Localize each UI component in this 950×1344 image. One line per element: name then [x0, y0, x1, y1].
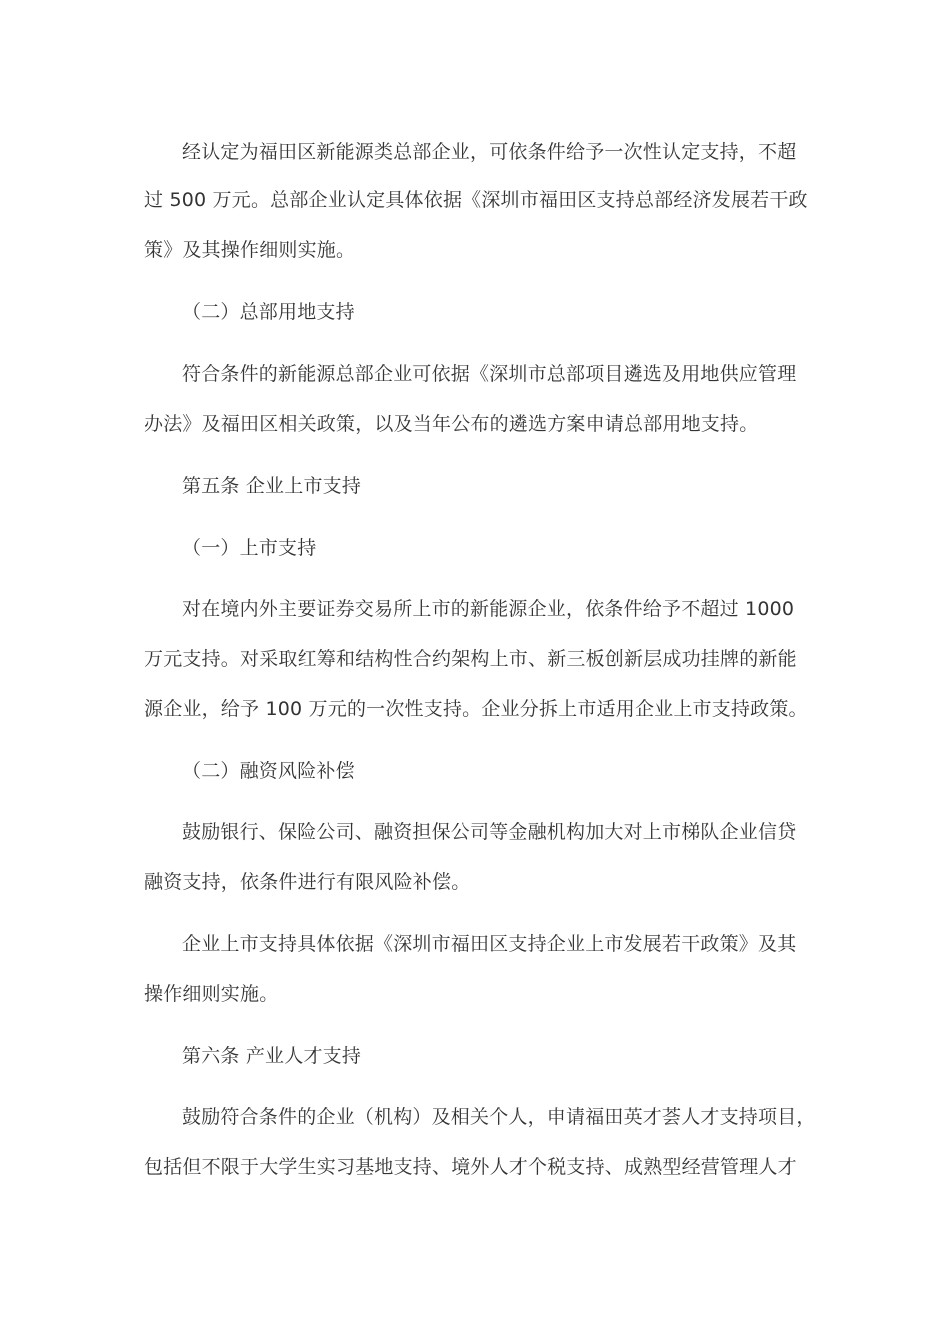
paragraph-line: 策》及其操作细则实施。: [144, 239, 356, 261]
paragraph-line: 符合条件的新能源总部企业可依据《深圳市总部项目遴选及用地供应管理: [182, 363, 797, 385]
paragraph-line: 对在境内外主要证券交易所上市的新能源企业，依条件给予不超过 1000: [182, 598, 795, 620]
paragraph-line: 办法》及福田区相关政策，以及当年公布的遴选方案申请总部用地支持。: [144, 413, 759, 435]
section-heading: （二）融资风险补偿: [182, 760, 355, 782]
paragraph-line: 包括但不限于大学生实习基地支持、境外人才个税支持、成熟型经营管理人才: [144, 1156, 797, 1178]
paragraph-line: 企业上市支持具体依据《深圳市福田区支持企业上市发展若干政策》及其: [182, 933, 797, 955]
paragraph-line: 鼓励银行、保险公司、融资担保公司等金融机构加大对上市梯队企业信贷: [182, 821, 797, 843]
section-heading: （一）上市支持: [182, 537, 317, 559]
paragraph-line: 万元支持。对采取红筹和结构性合约架构上市、新三板创新层成功挂牌的新能: [144, 648, 797, 670]
paragraph-line: 鼓励符合条件的企业（机构）及相关个人，申请福田英才荟人才支持项目，: [182, 1106, 816, 1128]
paragraph-line: 融资支持，依条件进行有限风险补偿。: [144, 871, 471, 893]
paragraph-line: 过 500 万元。总部企业认定具体依据《深圳市福田区支持总部经济发展若干政: [144, 189, 808, 211]
paragraph-line: 经认定为福田区新能源类总部企业，可依条件给予一次性认定支持，不超: [182, 141, 797, 163]
section-heading: （二）总部用地支持: [182, 301, 355, 323]
article-heading: 第五条 企业上市支持: [182, 475, 362, 497]
paragraph-line: 操作细则实施。: [144, 983, 279, 1005]
article-heading: 第六条 产业人才支持: [182, 1045, 362, 1067]
paragraph-line: 源企业，给予 100 万元的一次性支持。企业分拆上市适用企业上市支持政策。: [144, 698, 808, 720]
